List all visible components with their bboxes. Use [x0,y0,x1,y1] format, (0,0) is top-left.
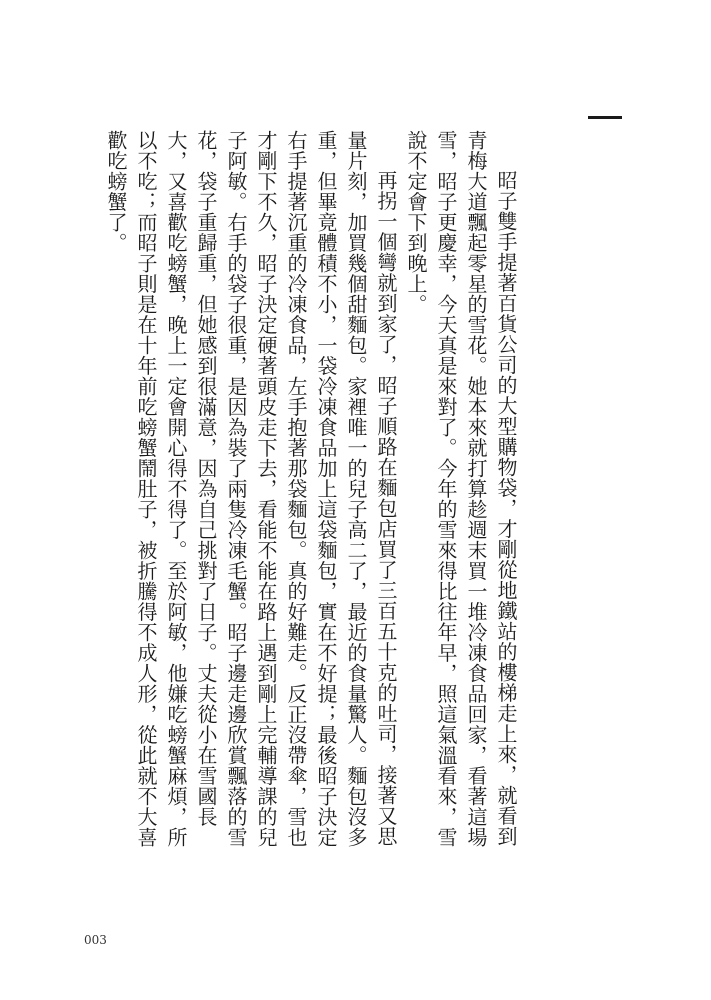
chapter-number [588,98,628,138]
vertical-text-body [101,130,521,860]
paragraph-1: 昭子雙手提著百貨公司的大型購物袋，才剛從地鐵站的樓梯走上來，就看到青梅大道飄起零星的雪花。她本來就打算趁週末買一堆冷凍食品回家，看著這場雪，昭子更慶幸，今天真是來對了。今年的雪來得比往年早，照這氣溫看來，雪說不定會下到晚上。 [404,130,518,848]
paragraph-2: 再拐一個彎就到家了，昭子順路在麵包店買了三百五十克的吐司，接著又思量片刻，加買幾個甜麵包。家裡唯一的兒子高二了，最近的食量驚人。麵包沒多重，但畢竟體積不小，一袋冷凍食品加上這袋麵包，實在不好提；最後昭子決定右手提著沉重的冷凍食品，左手抱著那袋麵包。真的好難走。反正沒帶傘，雪也才剛下不久，昭子決定硬著頭皮走下去，看能不能在路上遇到剛上完輔導課的兒子阿敏。右手的袋子很重，是因為裝了兩隻冷凍毛蟹。昭子邊走邊欣賞飄落的雪花，袋子重歸重，但她感到很滿意，因為自己挑對了日子。丈夫從小在雪國長大，又喜歡吃螃蟹，晚上一定會開心得不得了。至於阿敏，他嫌吃螃蟹麻煩，所以不吃；而昭子則是在十年前吃螃蟹鬧肚子，被折騰得不成人形，從此就不大喜歡吃螃蟹了。 [104,130,398,848]
chapter-number-glyph [588,116,622,119]
page-number: 003 [84,933,107,947]
